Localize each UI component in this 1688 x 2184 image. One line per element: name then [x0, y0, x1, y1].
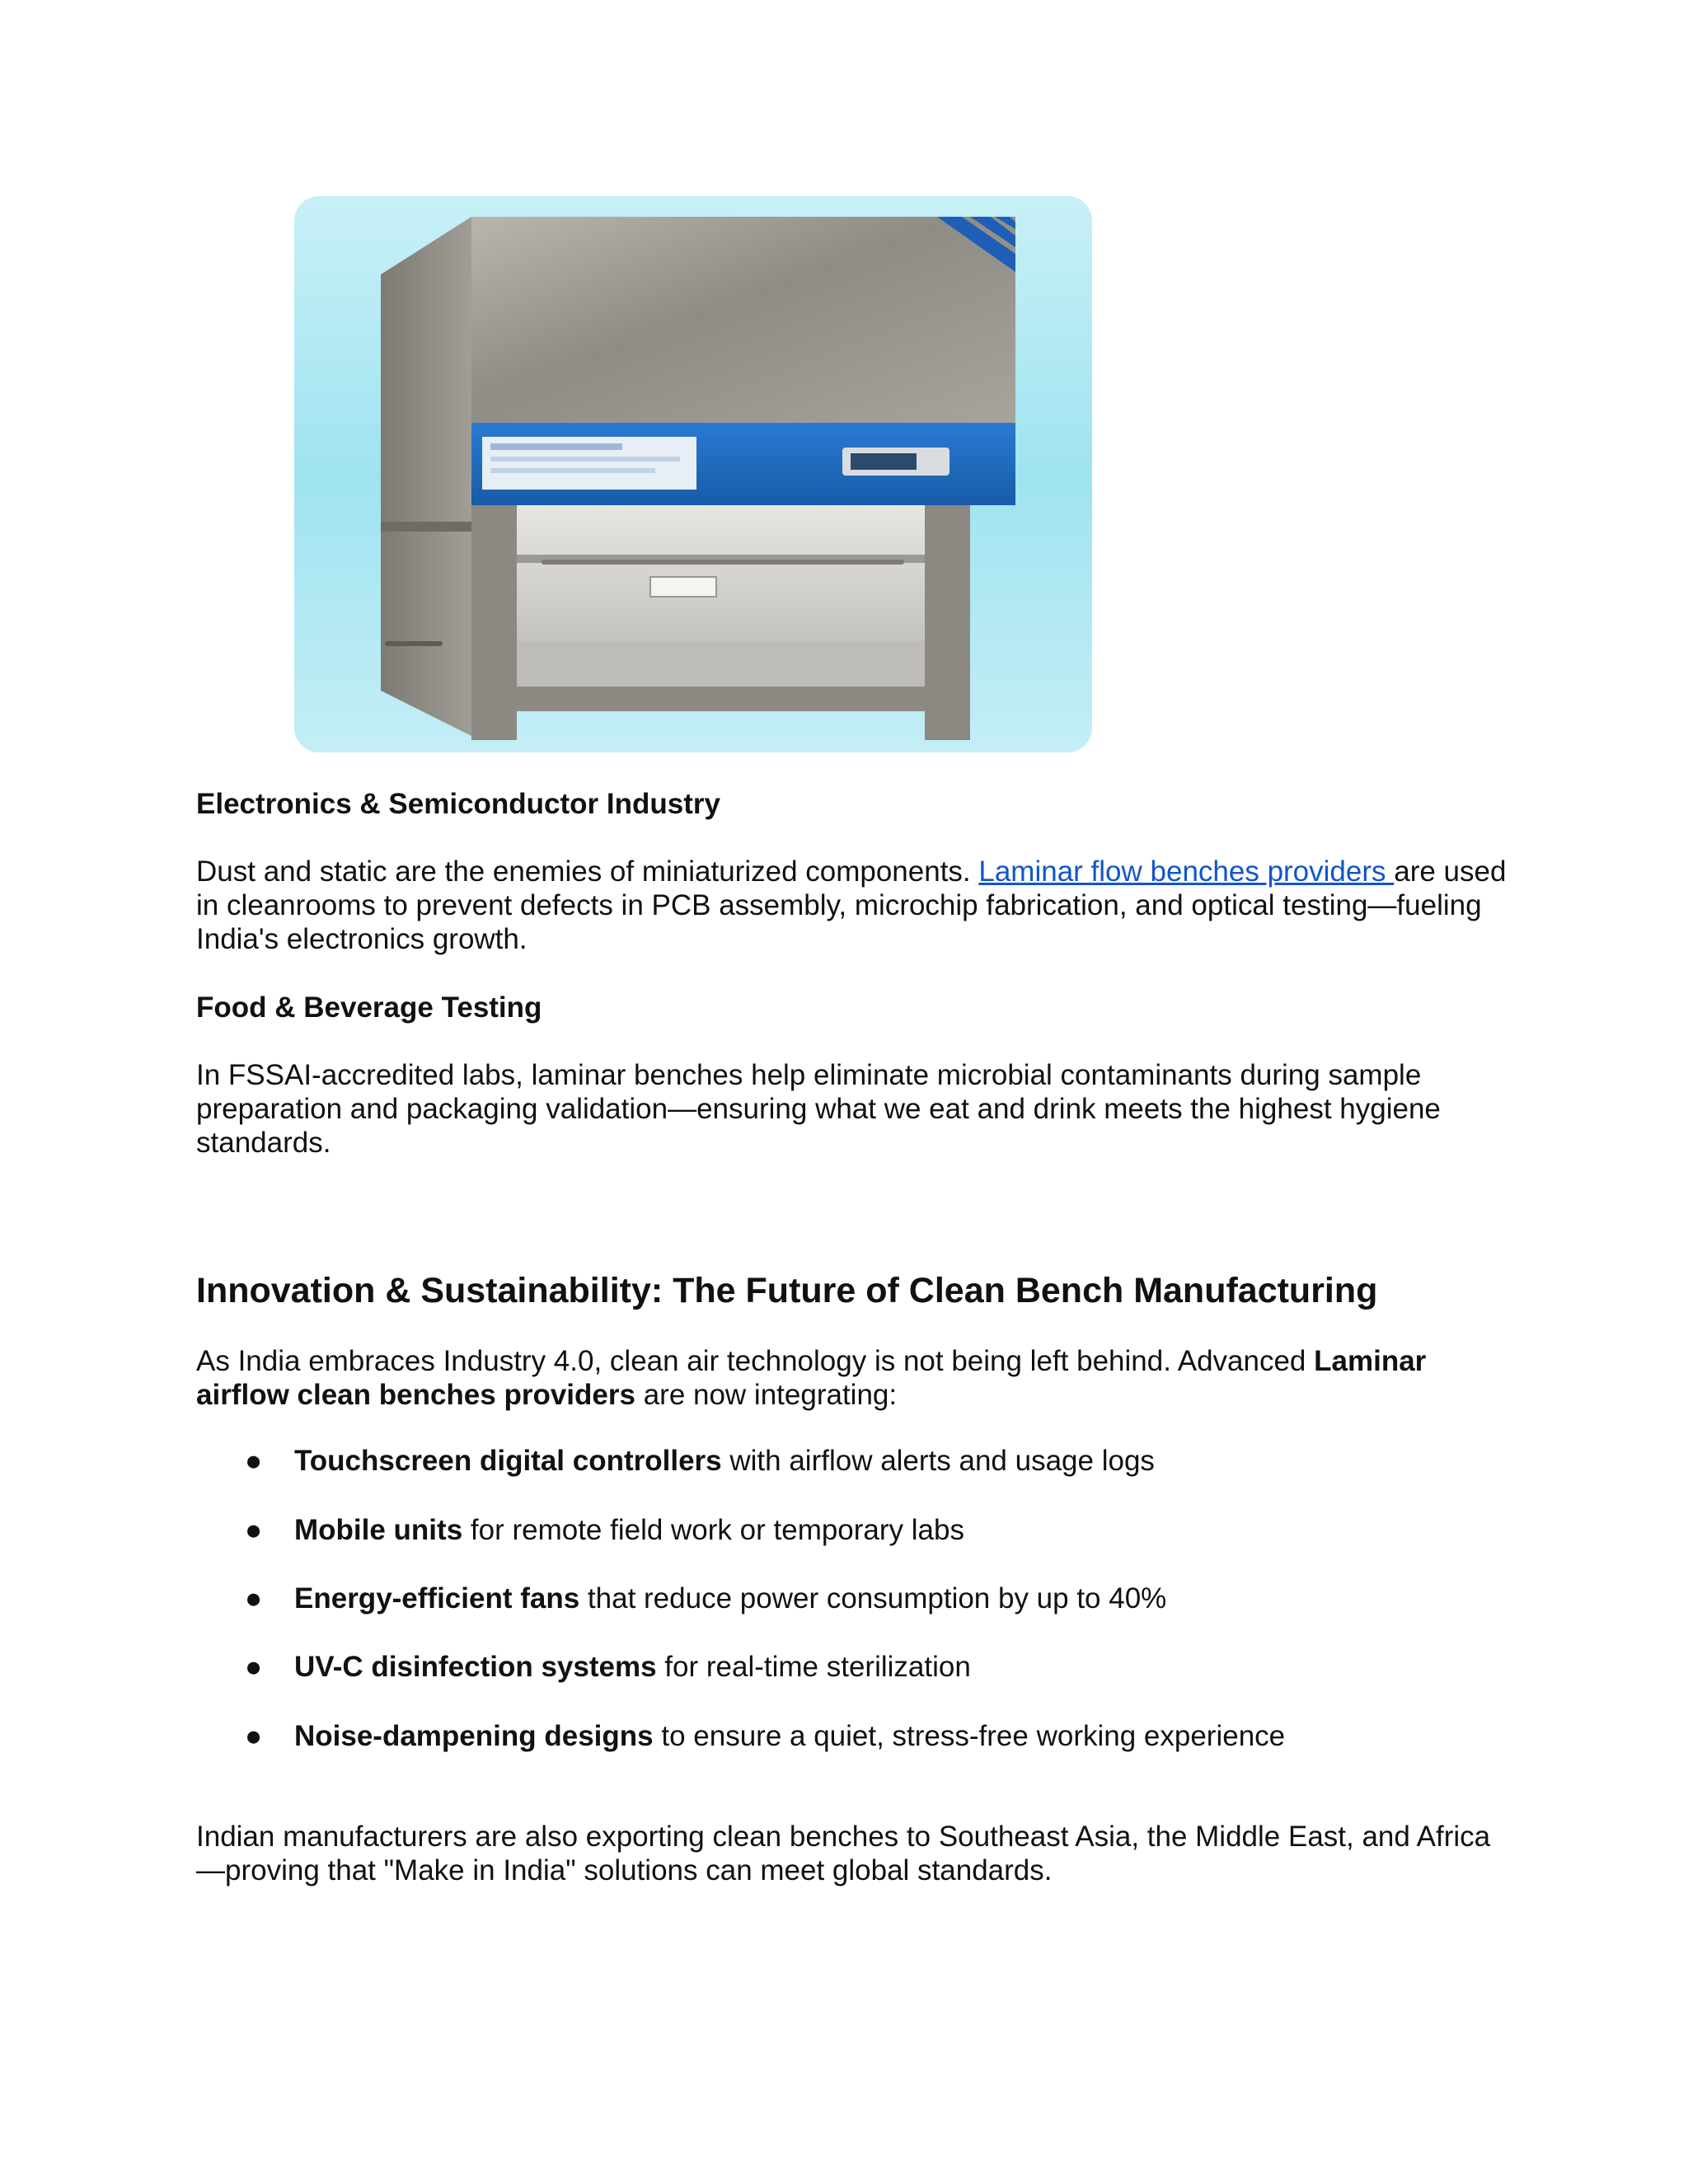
electronics-text-end: are used in cleanrooms to prevent defects in PCB assembly, microchip fabrication, and optical testing—fueling India's electronics growth.	[196, 855, 1507, 955]
laminar-flow-providers-link[interactable]: Laminar flow benches providers	[978, 855, 1395, 888]
list-item-bold: Touchscreen digital controllers	[294, 1445, 722, 1477]
bullet-dot: ●	[245, 1445, 263, 1477]
bullet-dot: ●	[245, 1514, 263, 1546]
bullet-dot: ●	[245, 1651, 263, 1683]
electronics-text-start: Dust and static are the enemies of miniaturized components.	[196, 855, 979, 888]
food-paragraph: In FSSAI-accredited labs, laminar benches help eliminate microbial contaminants during sample preparation and packaging validation—ensuring what we eat and drink meets the highest hygiene standards.	[196, 1059, 1441, 1159]
list-item	[0, 1444, 1688, 1479]
list-item-text	[294, 1582, 1166, 1616]
list-item-bold: UV-C disinfection systems	[294, 1651, 657, 1683]
bullet-dot: ●	[245, 1720, 263, 1752]
list-item-bold: Energy-efficient fans	[294, 1582, 580, 1615]
list-item	[0, 1719, 1688, 1754]
list-item-text	[294, 1513, 964, 1548]
list-item-bold: Mobile units	[294, 1514, 463, 1546]
list-item-text	[294, 1650, 971, 1685]
list-item-bold: Noise-dampening designs	[294, 1720, 654, 1752]
food-heading: Food & Beverage Testing	[196, 991, 542, 1024]
list-item-text	[294, 1444, 1155, 1479]
closing-paragraph: Indian manufacturers are also exporting clean benches to Southeast Asia, the Middle East, and Africa—proving that "Make in India" solutions can meet global standards.	[196, 1821, 1491, 1886]
list-item	[0, 1650, 1688, 1685]
innovation-intro-text: As India embraces Industry 4.0, clean air technology is not being left behind. Advanced	[196, 1345, 1315, 1377]
list-item	[0, 1513, 1688, 1548]
list-item	[0, 1582, 1688, 1616]
list-item-rest: for remote field work or temporary labs	[462, 1514, 964, 1546]
list-item-text	[294, 1719, 1285, 1754]
innovation-intro-bold: Laminar airflow clean benches providers	[196, 1345, 1427, 1411]
innovation-intro-end: are now integrating:	[635, 1379, 898, 1411]
laminar-flow-bench-image	[294, 196, 1092, 752]
electronics-heading: Electronics & Semiconductor Industry	[196, 788, 720, 820]
innovation-intro	[196, 1344, 1515, 1412]
list-item-rest: to ensure a quiet, stress-free working experience	[653, 1720, 1286, 1752]
electronics-paragraph	[196, 855, 1515, 956]
list-item-rest: for real-time sterilization	[656, 1651, 971, 1683]
bullet-dot: ●	[245, 1582, 263, 1615]
innovation-heading: Innovation & Sustainability: The Future of Clean Bench Manufacturing	[196, 1271, 1378, 1310]
list-item-rest: with airflow alerts and usage logs	[721, 1445, 1155, 1477]
list-item-rest: that reduce power consumption by up to 40%	[579, 1582, 1167, 1615]
